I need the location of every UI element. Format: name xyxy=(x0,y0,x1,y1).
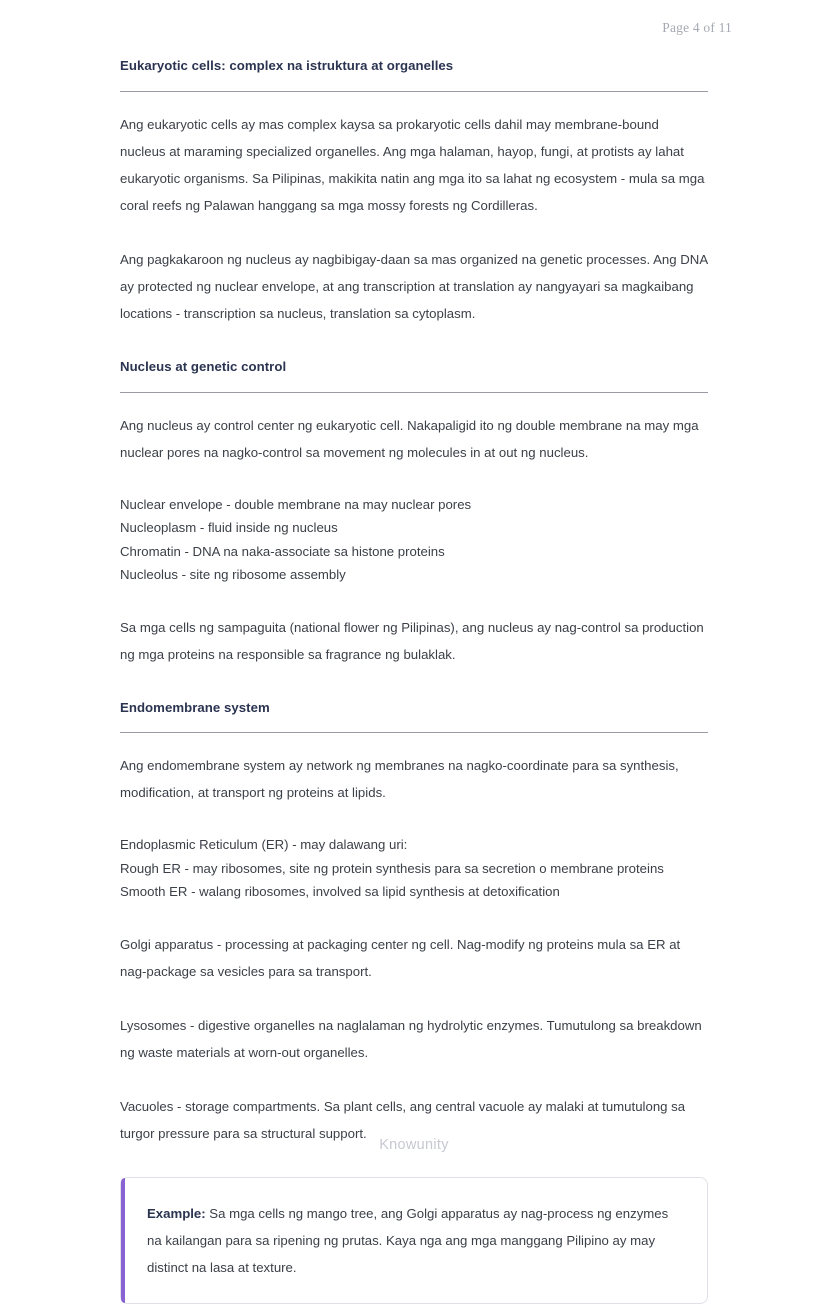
paragraph-vacuoles: Vacuoles - storage compartments. Sa plant cells, ang central vacuole ay malaki at tumutulong sa turgor pressure para sa structural support. xyxy=(120,1098,686,1141)
list-endoplasmic-reticulum xyxy=(120,833,708,904)
section-endomembrane-system xyxy=(120,699,708,1147)
paragraph-sampaguita-example: Sa mga cells ng sampaguita (national flower ng Pilipinas), ang nucleus ay nag-control sa production ng mga proteins na responsible sa fragrance ng bulaklak. xyxy=(120,619,704,662)
section-eukaryotic-cells xyxy=(120,57,708,327)
section-nucleus-genetic-control xyxy=(120,358,708,668)
list-item: Nucleolus - site ng ribosome assembly xyxy=(120,567,346,583)
paragraph-nucleus-genetic-processes: Ang pagkakaroon ng nucleus ay nagbibigay-daan sa mas organized na genetic processes. Ang DNA ay protected ng nuclear envelope, at ang transcription at translation ay nangyayari sa magkaibang locations - transcription sa nucleus, translation sa cytoplasm. xyxy=(120,251,708,321)
paragraph-lysosomes: Lysosomes - digestive organelles na naglalaman ng hydrolytic enzymes. Tumutulong sa breakdown ng waste materials at worn-out organelles. xyxy=(120,1017,702,1060)
section-title-endomembrane-system: Endomembrane system xyxy=(120,699,270,715)
list-item: Chromatin - DNA na naka-associate sa histone proteins xyxy=(120,543,445,559)
list-item: Smooth ER - walang ribosomes, involved sa lipid synthesis at detoxification xyxy=(120,884,560,900)
page-number-indicator: Page 4 of 11 xyxy=(662,20,732,35)
callout-label: Example: xyxy=(147,1205,206,1221)
paragraph-golgi-apparatus: Golgi apparatus - processing at packaging center ng cell. Nag-modify ng proteins mula sa ER at nag-package sa vesicles para sa transport. xyxy=(120,936,681,979)
example-callout xyxy=(120,1177,708,1304)
section-title-nucleus-genetic-control: Nucleus at genetic control xyxy=(120,358,287,374)
section-title-eukaryotic-cells: Eukaryotic cells: complex na istruktura at organelles xyxy=(120,58,454,73)
list-item: Rough ER - may ribosomes, site ng protein synthesis para sa secretion o membrane proteins xyxy=(120,860,664,876)
callout-text xyxy=(147,1200,683,1281)
list-item: Endoplasmic Reticulum (ER) - may dalawang uri: xyxy=(120,837,408,853)
footer-watermark: Knowunity xyxy=(379,1137,449,1153)
document-content xyxy=(120,57,708,1304)
paragraph-nucleus-intro: Ang nucleus ay control center ng eukaryotic cell. Nakapaligid ito ng double membrane na may mga nuclear pores na nagko-control sa movement ng molecules in at out ng nucleus. xyxy=(120,417,699,460)
callout-body: Sa mga cells ng mango tree, ang Golgi apparatus ay nag-process ng enzymes na kailangan para sa ripening ng prutas. Kaya nga ang mga manggang Pilipino ay may distinct na lasa at texture. xyxy=(147,1205,669,1275)
list-item: Nuclear envelope - double membrane na may nuclear pores xyxy=(120,496,472,512)
paragraph-eukaryotic-intro: Ang eukaryotic cells ay mas complex kaysa sa prokaryotic cells dahil may membrane-bound nucleus at maraming specialized organelles. Ang mga halaman, hayop, fungi, at protists ay lahat eukaryotic organisms. Sa Pilipinas, makikita natin ang mga ito sa lahat ng ecosystem - mula sa mga coral reefs ng Palawan hanggang sa mga mossy forests ng Cordilleras. xyxy=(120,116,705,213)
list-item: Nucleoplasm - fluid inside ng nucleus xyxy=(120,520,338,536)
paragraph-endomembrane-intro: Ang endomembrane system ay network ng membranes na nagko-coordinate para sa synthesis, modification, at transport ng proteins at lipids. xyxy=(120,758,679,801)
callout-accent-bar xyxy=(121,1178,125,1303)
list-nucleus-components xyxy=(120,493,708,587)
